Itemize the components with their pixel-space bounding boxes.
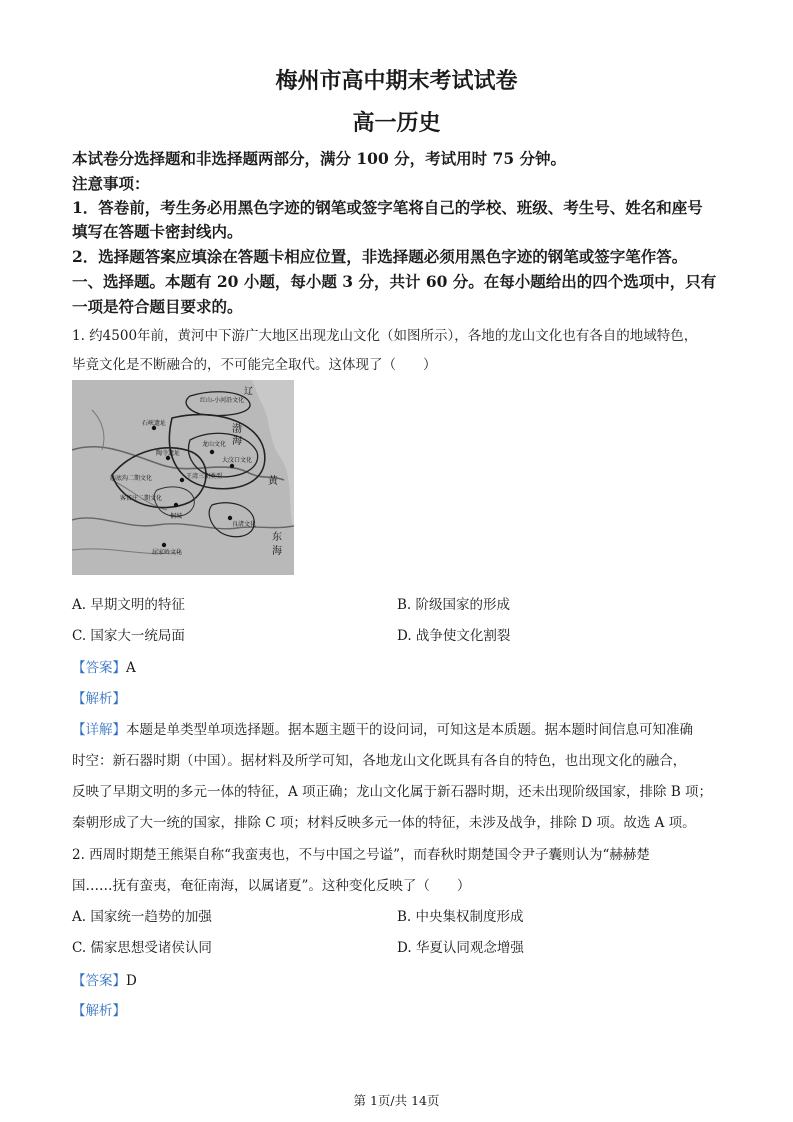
map-label: 屈家岭文化 xyxy=(152,549,183,556)
q1-detail-line: 秦朝形成了大一统的国家，排除 C 项；材料反映多元一体的特征，未涉及战争，排除 D 项。故选 A 项。 xyxy=(72,815,696,831)
section-heading-cont: 一项是符合题目要求的。 xyxy=(72,297,243,316)
q2-option-b: B. 中央集权制度形成 xyxy=(397,909,524,925)
answer-tag: 【答案】 xyxy=(72,660,126,676)
q2-stem: 2. 西周时期楚王熊渠自称“我蛮夷也，不与中国之号谥”，而春秋时期楚国令尹子囊则认为“赫赫楚 xyxy=(72,847,650,863)
map-label: 东 xyxy=(272,532,282,543)
q2-analysis-tag: 【解析】 xyxy=(72,1003,126,1019)
q1-detail-line: 时空：新石器时期（中国）。据材料及所学可知，各地龙山文化既具有各自的特色，也出现文化的融合， xyxy=(72,753,687,769)
notice-item-1: 1．答卷前，考生务必用黑色字迹的钢笔或签字笔将自己的学校、班级、考生号、姓名和座号 xyxy=(72,198,703,217)
map-label: 红山-小河沿文化 xyxy=(200,397,245,404)
q2-option-a: A. 国家统一趋势的加强 xyxy=(72,909,212,925)
map-label: 黄 xyxy=(268,476,278,487)
q1-analysis-tag: 【解析】 xyxy=(72,691,126,707)
q2-answer xyxy=(72,969,137,989)
q1-stem: 1. 约4500年前，黄河中下游广大地区出现龙山文化（如图所示），各地的龙山文化也有各自的地域特色， xyxy=(72,328,698,344)
page-number: 第 1页/共 14页 xyxy=(353,1093,440,1108)
map-label: 桐城 xyxy=(170,513,183,520)
map-label: 陶寺遗址 xyxy=(156,450,181,457)
detail-tag: 【详解】 xyxy=(72,722,126,738)
notice-item-1-cont: 填写在答题卡密封线内。 xyxy=(72,222,243,241)
map-label: 石峡遗址 xyxy=(142,420,167,427)
answer-value: A xyxy=(126,660,136,676)
map-label: 龙山文化 xyxy=(202,441,227,448)
q1-stem-cont: 毕竟文化是不断融合的，不可能完全取代。这体现了（ ） xyxy=(72,357,437,373)
map-label: 大汶口文化 xyxy=(222,457,253,464)
map-label: 辽 xyxy=(244,387,254,397)
longshan-culture-map xyxy=(72,380,294,575)
q1-answer xyxy=(72,656,136,676)
q2-option-c: C. 儒家思想受诸侯认同 xyxy=(72,940,212,956)
q1-detail-line: 反映了早期文明的多元一体的特征，A 项正确；龙山文化属于新石器时期，还未出现阶级国家，排除 B 项； xyxy=(72,784,713,800)
q2-stem-cont: 国……抚有蛮夷，奄征南海，以属诸夏”。这种变化反映了（ ） xyxy=(72,878,471,894)
map-label: 王湾三期类型 xyxy=(186,473,223,480)
q1-detail-line xyxy=(72,718,693,738)
q1-option-c: C. 国家大一统局面 xyxy=(72,628,185,644)
map-drawing xyxy=(72,380,294,575)
map-label: 海 xyxy=(232,436,242,447)
exam-info: 本试卷分选择题和非选择题两部分，满分 100 分，考试用时 75 分钟。 xyxy=(72,149,567,168)
q1-option-b: B. 阶级国家的形成 xyxy=(397,597,511,613)
notice-heading: 注意事项： xyxy=(72,174,150,193)
q2-option-d: D. 华夏认同观念增强 xyxy=(397,940,524,956)
section-heading: 一、选择题。本题有 20 小题，每小题 3 分，共计 60 分。在每小题给出的四个选项中，只有 xyxy=(72,272,717,291)
q1-option-a: A. 早期文明的特征 xyxy=(72,597,185,613)
answer-tag: 【答案】 xyxy=(72,973,126,989)
notice-item-2: 2．选择题答案应填涂在答题卡相应位置，非选择题必须用黑色字迹的钢笔或签字笔作答。 xyxy=(72,247,688,266)
map-label: 海 xyxy=(272,546,282,557)
detail-text: 本题是单类型单项选择题。据本题主题干的设问词，可知这是本质题。据本题时间信息可知准确 xyxy=(126,722,693,738)
page-subtitle: 高一历史 xyxy=(352,110,441,136)
map-label: 庙底沟二期文化 xyxy=(110,475,153,482)
page-title: 梅州市高中期末考试试卷 xyxy=(275,68,518,94)
answer-value: D xyxy=(126,973,137,989)
map-label: 渤 xyxy=(232,424,242,435)
q1-option-d: D. 战争使文化割裂 xyxy=(397,628,511,644)
map-label: 客省庄二期文化 xyxy=(120,495,163,502)
map-label: 良渚文化 xyxy=(232,521,257,528)
